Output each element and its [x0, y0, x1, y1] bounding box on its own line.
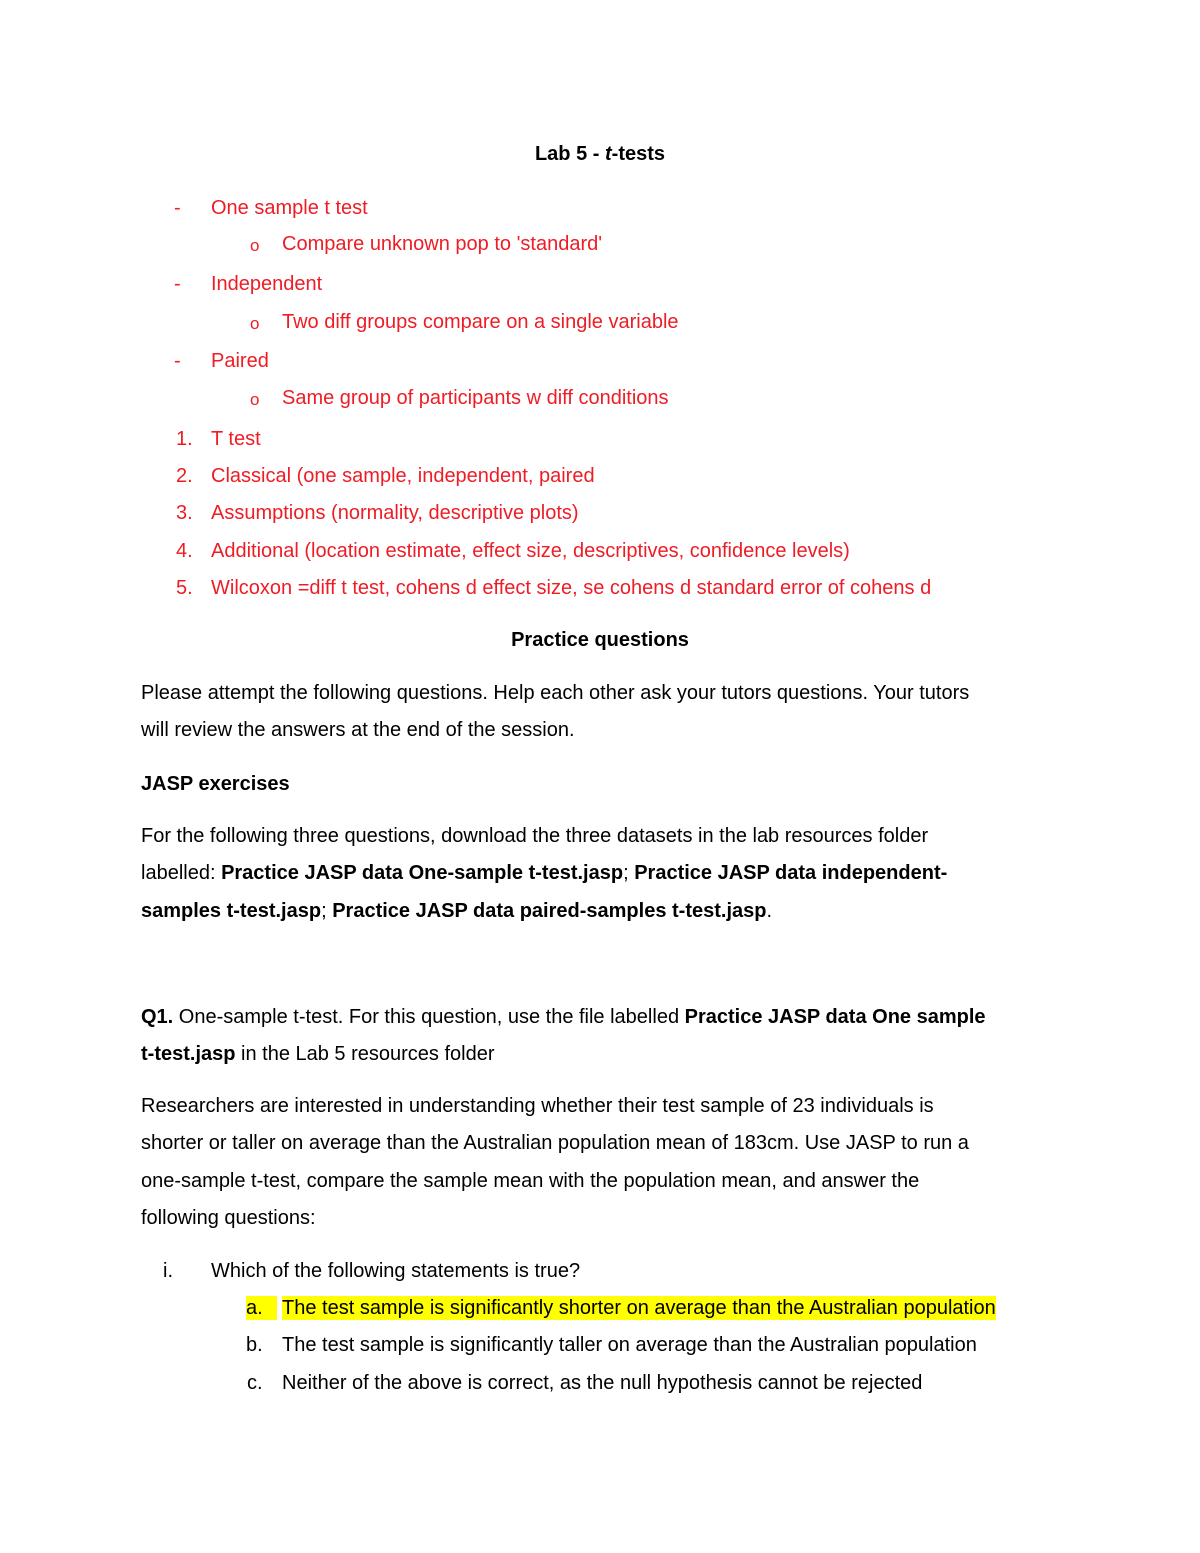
- file-name: samples t-test.jasp: [141, 900, 322, 922]
- q1-paragraph-line: following questions:: [141, 1207, 316, 1229]
- numbered-item: T test: [211, 428, 261, 450]
- option-marker: c.: [247, 1372, 263, 1394]
- bullet-marker: -: [174, 350, 181, 372]
- numbered-item: Wilcoxon =diff t test, cohens d effect size, se cohens d standard error of cohens d: [211, 577, 932, 599]
- file-name: Practice JASP data independent-: [634, 862, 948, 884]
- bullet-item: Paired: [211, 350, 269, 372]
- section-heading-jasp: JASP exercises: [141, 773, 290, 795]
- file-name: Practice JASP data paired-samples t-test.jasp: [332, 900, 767, 922]
- numbered-item: Assumptions (normality, descriptive plots): [211, 502, 579, 524]
- q1-paragraph-line: shorter or taller on average than the Australian population mean of 183cm. Use JASP to run a: [141, 1132, 969, 1154]
- option-marker: a.: [246, 1296, 277, 1320]
- numbered-marker: 1.: [176, 428, 193, 450]
- intro-paragraph-line: Please attempt the following questions. Help each other ask your tutors questions. Your tutors: [141, 682, 970, 704]
- numbered-marker: 3.: [176, 502, 193, 524]
- q1-intro-line: Q1. One-sample t-test. For this question, use the file labelled Practice JASP data One sample: [141, 1006, 986, 1028]
- numbered-marker: 2.: [176, 465, 193, 487]
- q1-paragraph-line: one-sample t-test, compare the sample mean with the population mean, and answer the: [141, 1170, 920, 1192]
- sub-bullet-marker: o: [250, 390, 260, 409]
- numbered-item: Additional (location estimate, effect size, descriptives, confidence levels): [211, 540, 850, 562]
- q1-paragraph-line: Researchers are interested in understanding whether their test sample of 23 individuals is: [141, 1095, 934, 1117]
- option-b: The test sample is significantly taller on average than the Australian population: [282, 1334, 977, 1356]
- numbered-marker: 5.: [176, 577, 193, 599]
- numbered-marker: 4.: [176, 540, 193, 562]
- option-c: Neither of the above is correct, as the null hypothesis cannot be rejected: [282, 1372, 923, 1394]
- bullet-marker: -: [174, 273, 181, 295]
- bullet-item: Independent: [211, 273, 323, 295]
- jasp-paragraph-line: samples t-test.jasp; Practice JASP data paired-samples t-test.jasp.: [141, 900, 773, 922]
- jasp-paragraph-line: For the following three questions, download the three datasets in the lab resources folder: [141, 825, 929, 847]
- question-text: Which of the following statements is true?: [211, 1260, 581, 1282]
- bullet-marker: -: [174, 197, 181, 219]
- sub-bullet-marker: o: [250, 314, 260, 333]
- question-marker: i.: [163, 1260, 173, 1282]
- page-title: Lab 5 - t-tests: [534, 143, 666, 165]
- file-name: t-test.jasp: [141, 1043, 236, 1065]
- jasp-paragraph-line: labelled: Practice JASP data One-sample t-test.jasp; Practice JASP data independent-: [141, 862, 948, 884]
- file-name: Practice JASP data One-sample t-test.jasp: [221, 862, 624, 884]
- sub-bullet-item: Two diff groups compare on a single variable: [282, 311, 679, 333]
- file-name: Practice JASP data One sample: [684, 1006, 986, 1028]
- option-a-highlighted: The test sample is significantly shorter on average than the Australian population: [282, 1297, 996, 1319]
- q1-intro-line: t-test.jasp in the Lab 5 resources folder: [141, 1043, 495, 1065]
- section-heading-practice: Practice questions: [511, 629, 689, 651]
- sub-bullet-item: Compare unknown pop to 'standard': [282, 233, 603, 255]
- question-label: Q1.: [141, 1006, 174, 1028]
- sub-bullet-item: Same group of participants w diff conditions: [282, 387, 669, 409]
- intro-paragraph-line: will review the answers at the end of the session.: [141, 719, 575, 741]
- sub-bullet-marker: o: [250, 236, 260, 255]
- bullet-item: One sample t test: [211, 197, 368, 219]
- numbered-item: Classical (one sample, independent, paired: [211, 465, 595, 487]
- option-marker: b.: [246, 1334, 263, 1356]
